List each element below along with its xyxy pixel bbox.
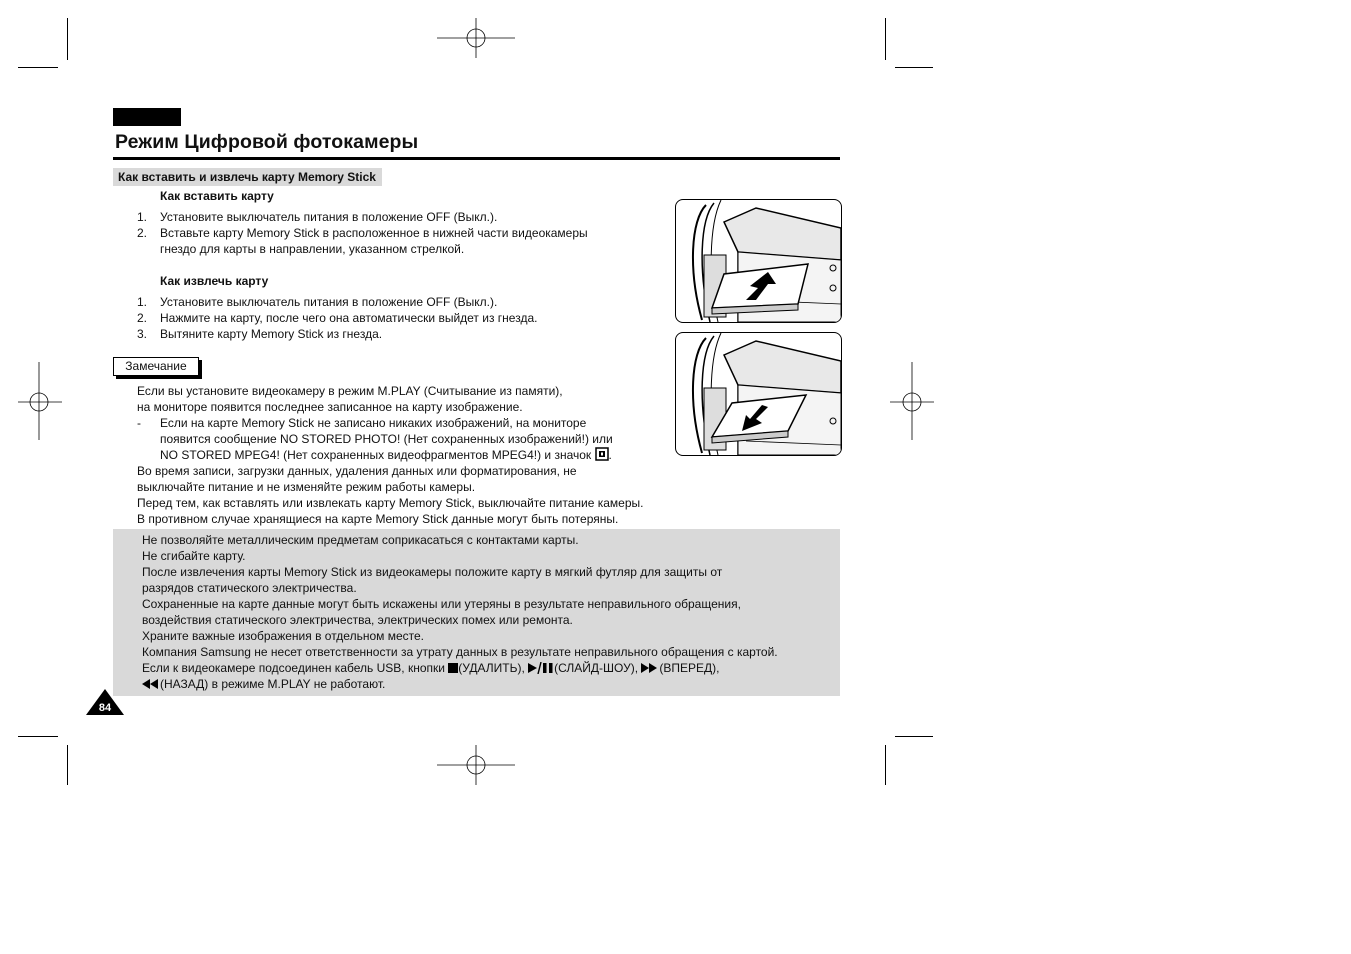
chapter-tab [113,108,181,126]
crop-mark [18,67,58,68]
note-text-with-icon [160,447,612,463]
eject-card-illustration [675,332,842,456]
crop-mark [895,736,933,737]
note-text: Во время записи, загрузки данных, удаления данных или форматирования, не [137,464,577,478]
note-text: . [608,448,612,462]
warning-line: Не сгибайте карту. [142,549,246,563]
insert-heading: Как вставить карту [160,189,274,203]
step-number: 2. [137,311,148,325]
stop-square-icon [448,662,458,674]
insert-step-2: Вставьте карту Memory Stick в расположенное в нижней части видеокамеры [160,226,588,240]
eject-step-2: Нажмите на карту, после чего она автоматически выйдет из гнезда. [160,311,538,325]
title-rule [113,157,840,160]
usb-text: (НАЗАД) в режиме M.PLAY не работают. [160,677,386,691]
note-text: В противном случае хранящиеся на карте Memory Stick данные могут быть потеряны. [137,512,619,526]
warning-line: Сохраненные на карте данные могут быть искажены или утеряны в результате неправильного обращения, [142,597,741,611]
rewind-icon [142,678,160,690]
warning-line: Компания Samsung не несет ответственности за утрату данных в результате неправильного обращения с картой. [142,645,778,659]
warning-line: После извлечения карты Memory Stick из видеокамеры положите карту в мягкий футляр для защиты от [142,565,723,579]
crop-mark [18,736,58,737]
crop-mark [885,18,886,60]
step-number: 1. [137,210,148,224]
note-text: Если вы установите видеокамеру в режим M.PLAY (Считывание из памяти), [137,384,563,398]
note-dash: - [137,416,141,430]
section-heading: Как вставить и извлечь карту Memory Stick [113,168,382,186]
usb-text: (СЛАЙД-ШОУ), [554,661,639,675]
step-number: 1. [137,295,148,309]
crop-mark [67,745,68,785]
registration-mark-icon [437,18,517,58]
eject-heading: Как извлечь карту [160,274,269,288]
registration-mark-icon [890,362,934,442]
note-text: на мониторе появится последнее записанное на карту изображение. [137,400,523,414]
warning-line: Храните важные изображения в отдельном месте. [142,629,425,643]
note-text: Если на карте Memory Stick не записано никаких изображений, на мониторе [160,416,587,430]
crop-mark [885,745,886,785]
note-label: Замечание [113,357,199,376]
page-title: Режим Цифровой фотокамеры [115,131,419,153]
fast-forward-icon [641,662,659,674]
note-text: выключайте питание и не изменяйте режим работы камеры. [137,480,476,494]
usb-text: (УДАЛИТЬ), [458,661,525,675]
crop-mark [895,67,933,68]
note-text: Перед тем, как вставлять или извлекать карту Memory Stick, выключайте питание камеры. [137,496,644,510]
usb-warning-line [142,660,720,676]
insert-card-illustration [675,199,842,323]
warning-line: Не позволяйте металлическим предметам соприкасаться с контактами карты. [142,533,579,547]
note-text: появится сообщение NO STORED PHOTO! (Нет сохраненных изображений!) или [160,432,613,446]
insert-step-2-cont: гнездо для карты в направлении, указанном стрелкой. [160,242,465,256]
registration-mark-icon [437,745,517,785]
warning-line: разрядов статического электричества. [142,581,357,595]
step-number: 2. [137,226,148,240]
step-number: 3. [137,327,148,341]
usb-warning-line [142,676,385,692]
usb-text: Если к видеокамере подсоединен кабель USB, кнопки [142,661,445,675]
camera-insert-drawing [676,200,841,322]
camera-eject-drawing [676,333,841,455]
insert-step-1: Установите выключатель питания в положение OFF (Выкл.). [160,210,498,224]
registration-mark-icon [18,362,62,442]
page-number-badge [86,689,124,715]
warning-line: воздействия статического электричества, электрических помех или ремонта. [142,613,573,627]
eject-step-1: Установите выключатель питания в положение OFF (Выкл.). [160,295,498,309]
page-number: 84 [98,702,112,714]
memory-card-icon [595,447,609,461]
note-text: NO STORED MPEG4! (Нет сохраненных видеофрагментов MPEG4!) и значок [160,448,592,462]
crop-mark [67,18,68,60]
usb-text: (ВПЕРЕД), [659,661,720,675]
eject-step-3: Вытяните карту Memory Stick из гнезда. [160,327,383,341]
play-pause-icon [528,662,554,674]
